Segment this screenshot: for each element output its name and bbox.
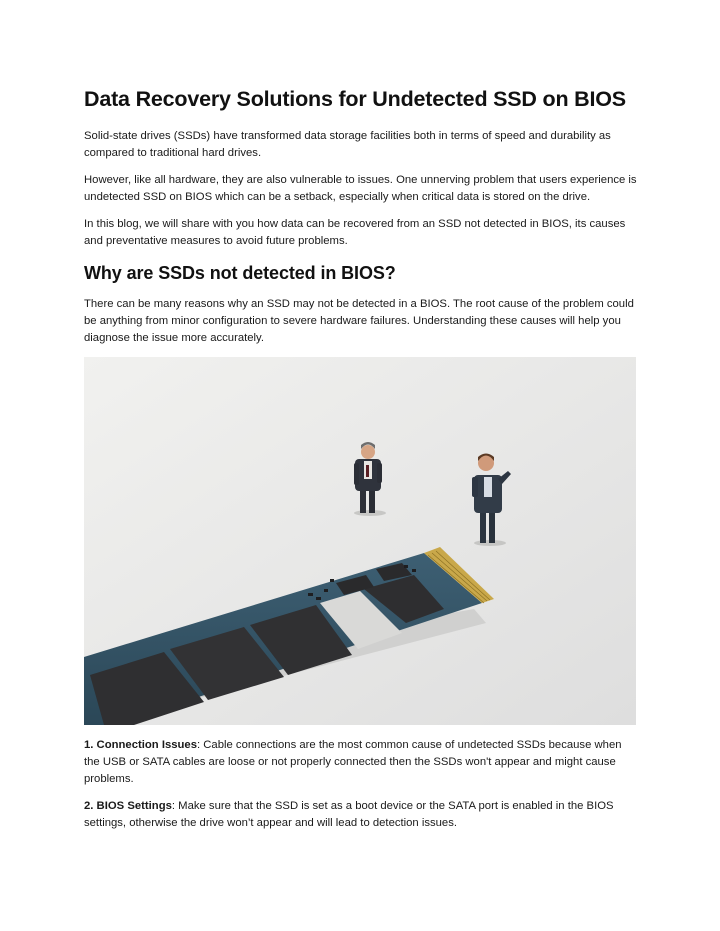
section-heading: Why are SSDs not detected in BIOS?	[84, 263, 396, 283]
intro-paragraph-1: Solid-state drives (SSDs) have transformed data storage facilities both in terms of speed and durability as compared to traditional hard drives.	[84, 130, 611, 159]
page-title: Data Recovery Solutions for Undetected SSD on BIOS	[84, 87, 626, 111]
cause-text-2: : Make sure that the SSD is set as a boot device or the SATA port is enabled in the BIOS settings, otherwise the drive won’t appear and will lead to detection issues.	[84, 800, 614, 829]
intro-paragraph-2: However, like all hardware, they are also vulnerable to issues. One unnerving problem that users experience is undetected SSD on BIOS which can be a setback, especially when critical data is stored on the drive.	[84, 174, 637, 203]
article-body	[84, 84, 640, 842]
cause-label-2: 2. BIOS Settings	[84, 800, 172, 812]
cause-label-1: 1. Connection Issues	[84, 739, 197, 751]
cause-text-1: : Cable connections are the most common cause of undetected SSDs because when the USB or SATA cables are loose or not properly connected then the SSDs won't appear and might cause problems.	[84, 739, 622, 785]
intro-paragraph-3: In this blog, we will share with you how data can be recovered from an SSD not detected in BIOS, its causes and preventative measures to avoid future problems.	[84, 218, 626, 247]
section-paragraph: There can be many reasons why an SSD may not be detected in a BIOS. The root cause of the problem could be anything from minor configuration to severe hardware failures. Understanding these causes will help you diagnose the issue more accurately.	[84, 298, 634, 344]
ssd-figurines-photo	[84, 357, 636, 725]
cause-item-2	[84, 798, 640, 832]
cause-item-1	[84, 737, 640, 788]
